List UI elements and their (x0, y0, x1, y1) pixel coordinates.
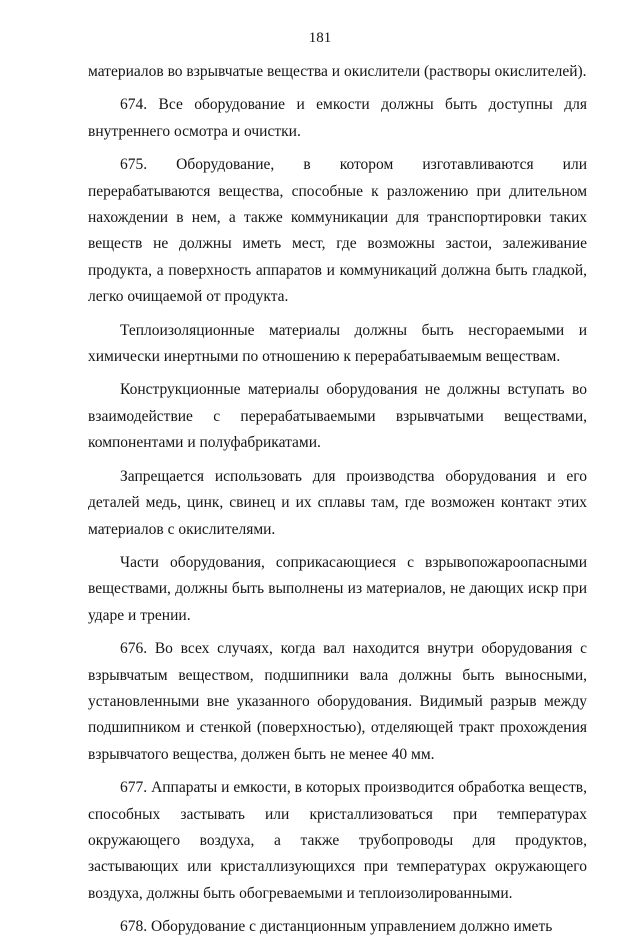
paragraph-675: 675. Оборудование, в котором изготавливаются или перерабатываются вещества, способные к разложению при длительном нахождении в нем, а также коммуникации для транспортировки таких веществ не должны иметь мест, где возможны застои, залеживание продукта, а поверхность аппаратов и коммуникаций должна быть гладкой, легко очищаемой от продукта. (88, 156, 587, 306)
page-number: 181 (308, 30, 332, 46)
document-body (88, 59, 587, 941)
paragraph-thermal-insulation: Теплоизоляционные материалы должны быть несгораемыми и химически инертными по отношению к перерабатываемым веществам. (88, 321, 587, 366)
paragraph-construction-materials: Конструкционные материалы оборудования не должны вступать во взаимодействие с перерабатываемыми взрывчатыми веществами, компонентами и полуфабрикатами. (88, 381, 587, 452)
paragraph-677: 677. Аппараты и емкости, в которых производится обработка веществ, способных застывать или кристаллизоваться при температурах окружающего воздуха, а также трубопроводы для продуктов, застывающих или кристаллизующихся при температурах окружающего воздуха, должны быть обогреваемыми и теплоизолированными. (88, 779, 587, 902)
paragraph-continuation: материалов во взрывчатые вещества и окислители (растворы окислителей). (88, 63, 587, 80)
paragraph-674: 674. Все оборудование и емкости должны быть доступны для внутреннего осмотра и очистки. (88, 96, 587, 140)
paragraph-676: 676. Во всех случаях, когда вал находится внутри оборудования с взрывчатым веществом, подшипники вала должны быть выносными, установленными вне указанного оборудования. Видимый разрыв между подшипником и стенкой (поверхностью), отделяющей тракт прохождения взрывчатого вещества, должен быть не менее 40 мм. (88, 640, 587, 763)
paragraph-678: 678. Оборудование с дистанционным управлением должно иметь (120, 918, 553, 936)
paragraph-non-sparking-parts: Части оборудования, соприкасающиеся с взрывопожароопасными веществами, должны быть выполнены из материалов, не дающих искр при ударе и трении. (88, 553, 587, 624)
paragraph-prohibited-metals: Запрещается использовать для производства оборудования и его деталей медь, цинк, свинец и их сплавы там, где возможен контакт этих материалов с окислителями. (88, 467, 587, 538)
